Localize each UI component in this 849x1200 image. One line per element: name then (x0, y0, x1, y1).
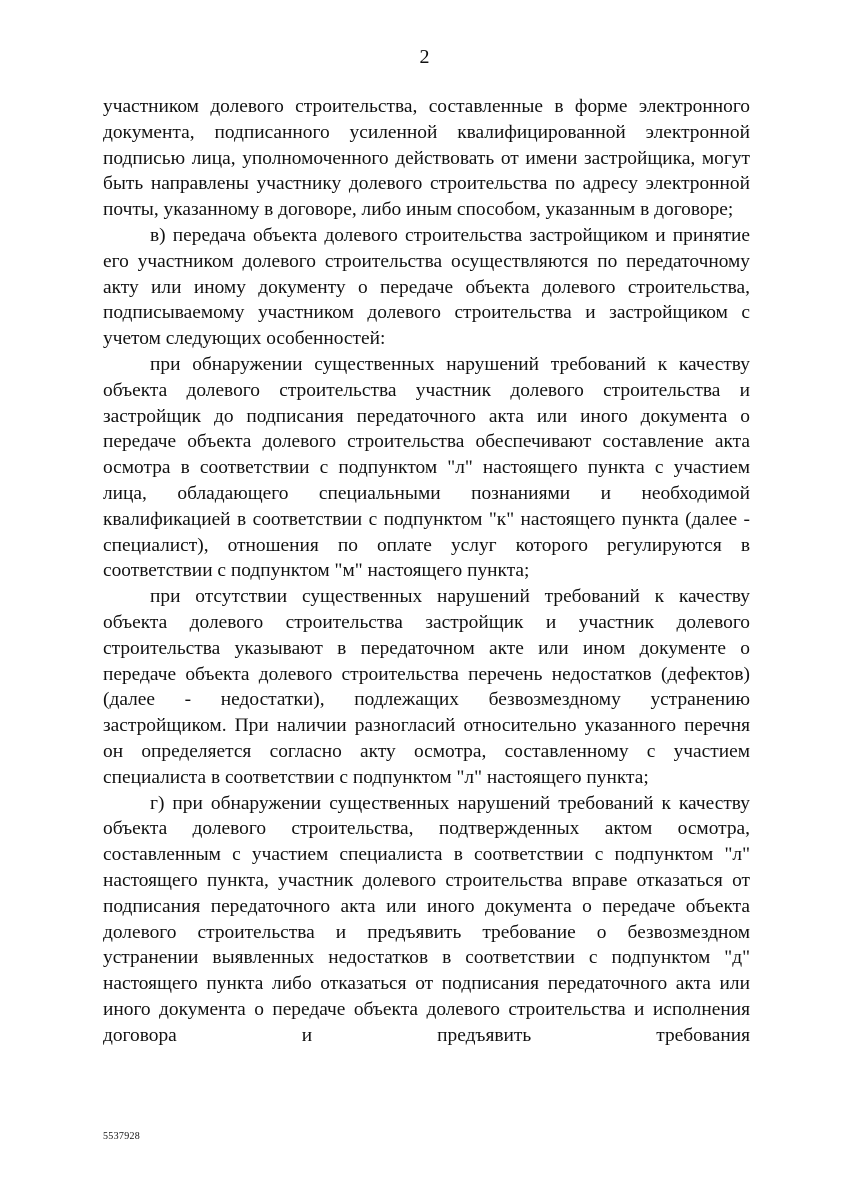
paragraph-continuation: участником долевого строительства, составленные в форме электронного документа, подписанного усиленной квалифицированной электронной подписью лица, уполномоченного действовать от имени застройщика, могут быть направлены участнику долевого строительства по адресу электронной почты, указанному в договоре, либо иным способом, указанным в договоре; (103, 96, 750, 221)
page-number: 2 (419, 46, 430, 68)
paragraph-no-defects: при отсутствии существенных нарушений требований к качеству объекта долевого строительства застройщик и участник долевого строительства указывают в передаточном акте или ином документе о передаче объекта долевого строительства перечень недостатков (дефектов) (далее - недостатки), подлежащих безвозмездному устранению застройщиком. При наличии разногласий относительно указанного перечня он определяется согласно акту осмотра, составленному с участием специалиста в соответствии с подпунктом "л" настоящего пункта; (103, 586, 750, 788)
paragraph-defects-found: при обнаружении существенных нарушений требований к качеству объекта долевого строительства участник долевого строительства и застройщик до подписания передаточного акта или иного документа о передаче объекта долевого строительства обеспечивают составление акта осмотра в соответствии с подпунктом "л" настоящего пункта с участием лица, обладающего специальными познаниями и необходимой квалификацией в соответствии с подпунктом "к" настоящего пункта (далее - специалист), отношения по оплате услуг которого регулируются в соответствии с подпунктом "м" настоящего пункта; (103, 353, 750, 582)
document-body (103, 94, 750, 1048)
paragraph-item-v: в) передача объекта долевого строительства застройщиком и принятие его участником долевого строительства осуществляются по передаточному акту или иному документу о передаче объекта долевого строительства, подписываемому участником долевого строительства и застройщиком с учетом следующих особенностей: (103, 224, 750, 350)
document-id: 5537928 (103, 1131, 141, 1142)
paragraph-item-g: г) при обнаружении существенных нарушений требований к качеству объекта долевого строительства, подтвержденных актом осмотра, составленным с участием специалиста в соответствии с подпунктом "л" настоящего пункта, участник долевого строительства вправе отказаться от подписания передаточного акта или иного документа о передаче объекта долевого строительства и предъявить требование о безвозмездном устранении выявленных недостатков в соответствии с подпунктом "д" настоящего пункта либо отказаться от подписания передаточного акта или иного документа о передаче объекта долевого строительства и исполнения договора и предъявить требования (103, 792, 750, 1046)
